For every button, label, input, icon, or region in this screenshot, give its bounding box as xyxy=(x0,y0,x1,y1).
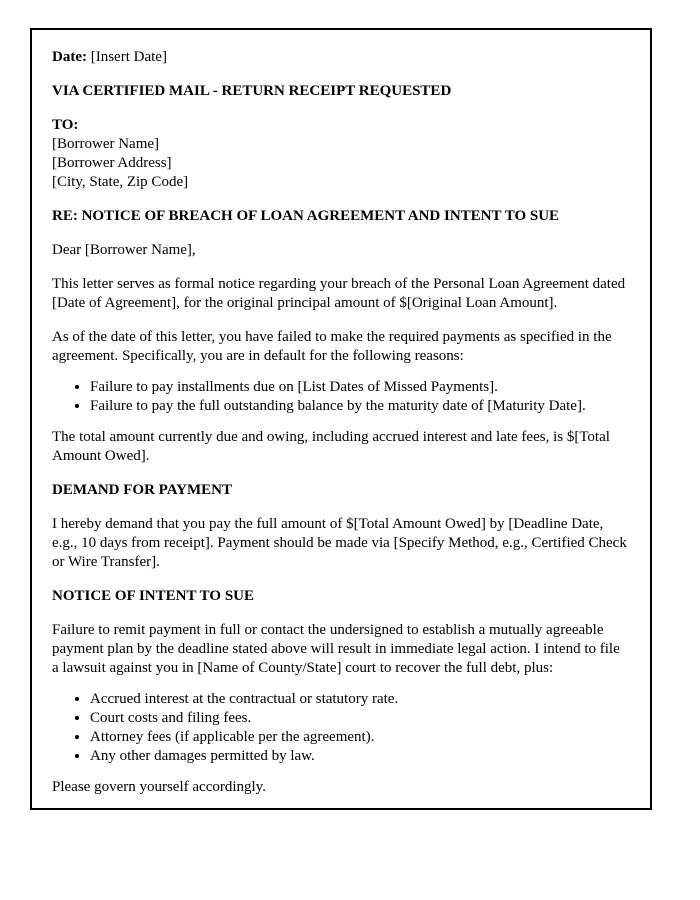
default-reason-item: • Failure to pay the full outstanding balance by the maturity date of [Maturity Date]. xyxy=(90,397,630,416)
damages-item: • Attorney fees (if applicable per the agreement). xyxy=(90,728,630,747)
default-reasons-list xyxy=(52,378,630,416)
recipient-label: TO: xyxy=(52,117,79,133)
paragraph-intro: This letter serves as formal notice regarding your breach of the Personal Loan Agreement dated [Date of Agreement], for the original principal amount of $[Original Loan Amount]. xyxy=(52,276,626,311)
recipient-city-state-zip: [City, State, Zip Code] xyxy=(52,174,189,190)
damages-item: • Court costs and filing fees. xyxy=(90,709,630,728)
letter-document xyxy=(30,28,652,810)
damages-item: • Accrued interest at the contractual or statutory rate. xyxy=(90,690,630,709)
date-value: [Insert Date] xyxy=(90,49,167,65)
via-certified-mail-line: VIA CERTIFIED MAIL - RETURN RECEIPT REQUESTED xyxy=(52,83,452,99)
date-line xyxy=(52,48,630,67)
subject-line: RE: NOTICE OF BREACH OF LOAN AGREEMENT AND INTENT TO SUE xyxy=(52,208,560,224)
default-reason-item: • Failure to pay installments due on [List Dates of Missed Payments]. xyxy=(90,378,630,397)
paragraph-amount-due: The total amount currently due and owing, including accrued interest and late fees, is $[Total Amount Owed]. xyxy=(52,429,610,464)
salutation: Dear [Borrower Name], xyxy=(52,242,196,258)
recipient-block xyxy=(52,116,630,192)
heading-demand-for-payment: DEMAND FOR PAYMENT xyxy=(52,482,232,498)
recipient-address: [Borrower Address] xyxy=(52,155,172,171)
damages-list xyxy=(52,690,630,766)
recipient-name: [Borrower Name] xyxy=(52,136,160,152)
paragraph-default-notice: As of the date of this letter, you have failed to make the required payments as specified in the agreement. Specifically, you are in default for the following reasons: xyxy=(52,329,612,364)
date-label: Date: xyxy=(52,49,87,65)
paragraph-closing-clipped: Please govern yourself accordingly. xyxy=(52,779,266,795)
paragraph-intent: Failure to remit payment in full or contact the undersigned to establish a mutually agreeable payment plan by the deadline stated above will result in immediate legal action. I intend to file a lawsuit against you in [Name of County/State] court to recover the full debt, plus: xyxy=(52,622,620,676)
paragraph-demand: I hereby demand that you pay the full amount of $[Total Amount Owed] by [Deadline Date, e.g., 10 days from receipt]. Payment should be made via [Specify Method, e.g., Certified Check or Wire Transfer]. xyxy=(52,516,627,570)
heading-notice-of-intent-to-sue: NOTICE OF INTENT TO SUE xyxy=(52,588,255,604)
damages-item: • Any other damages permitted by law. xyxy=(90,747,630,766)
